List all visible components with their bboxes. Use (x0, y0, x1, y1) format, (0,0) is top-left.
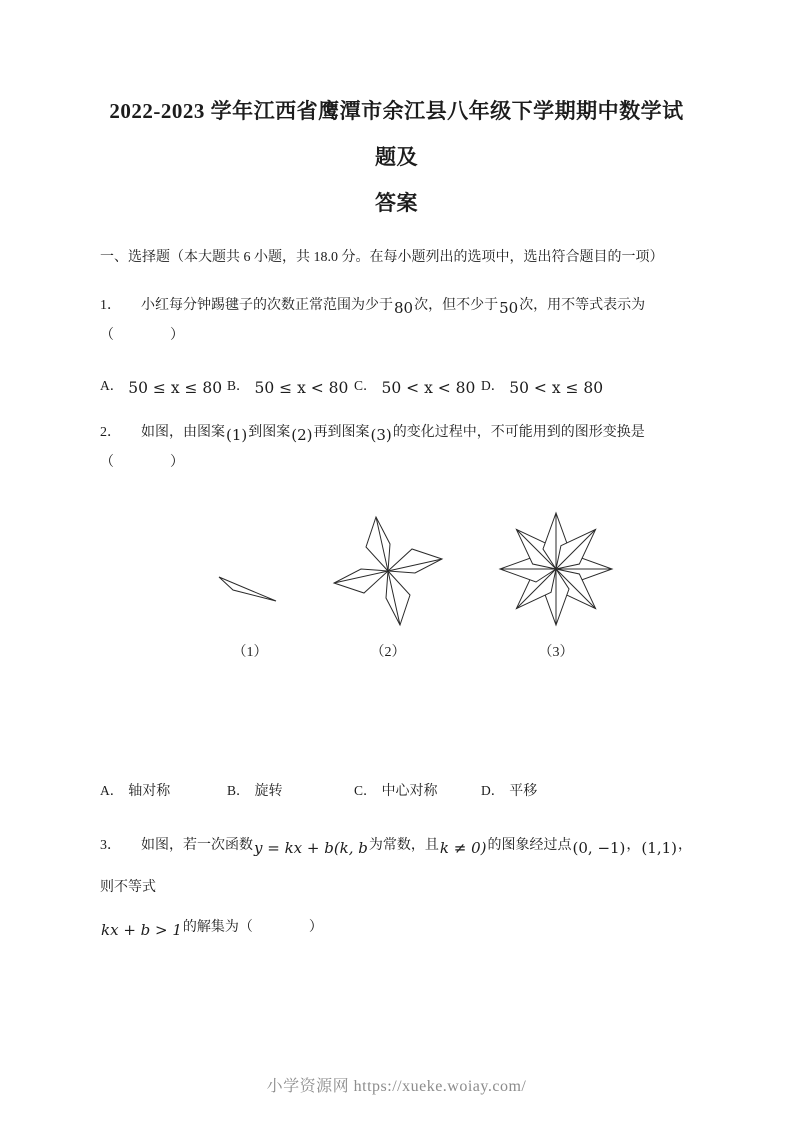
option-math: 50 ≤ x ≤ 80 (128, 379, 223, 397)
option-text: 中心对称 (381, 784, 438, 799)
figure-1 (218, 573, 282, 661)
section-heading: 一、选择题（本大题共 6 小题，共 18.0 分。在每小题列出的选项中，选出符合题目的一项） (100, 250, 664, 265)
question-1-math-80: 80 (394, 299, 414, 317)
question-3-text: 如图，若一次函数 (141, 838, 253, 853)
option-math: 50 < x < 80 (381, 379, 476, 397)
question-2-text: 再到图案 (313, 425, 370, 440)
question-2-number: 2． (100, 425, 121, 440)
question-3-math-point-2: (1,1) (641, 839, 677, 857)
question-3-line-1 (100, 826, 693, 908)
question-3-math-k-not-zero: k ≠ 0) (439, 839, 487, 857)
question-3-text: 的图象经过点 (487, 838, 572, 853)
title-line-1: 2022-2023 学年江西省鹰潭市余江县八年级下学期期中数学试题及 (109, 99, 684, 169)
question-2-option-d (481, 779, 608, 800)
option-math: 50 ≤ x < 80 (254, 379, 349, 397)
question-3-math-point-1: (0, −1) (572, 839, 626, 857)
question-1-math-50: 50 (499, 299, 519, 317)
question-2-figures (218, 507, 693, 661)
question-1-option-b (227, 374, 354, 397)
question-2-math-3: (3) (370, 426, 392, 444)
question-2-math-1: (1) (226, 426, 248, 444)
question-3-text: 的解集为（ ） (182, 920, 323, 935)
option-math: 50 < x ≤ 80 (509, 379, 604, 397)
question-3-number: 3． (100, 838, 121, 853)
question-2-option-c (354, 779, 481, 800)
option-text: 旋转 (254, 784, 283, 799)
option-label: C． (354, 378, 377, 393)
question-2-text: 到图案 (248, 425, 291, 440)
question-1-option-d (481, 374, 608, 397)
triangle-figure (218, 573, 282, 607)
title-line-2: 答案 (375, 191, 418, 215)
question-2-options (100, 779, 693, 800)
question-3-text: 为常数，且 (368, 838, 439, 853)
option-text: 轴对称 (128, 784, 171, 799)
option-label: B． (227, 378, 250, 393)
option-label: D． (481, 378, 505, 393)
question-3-text: ，则不等式 (100, 838, 692, 895)
figure-3 (494, 507, 618, 661)
question-2-text: 的变化过程中，不可能用到的图形变换是（ ） (100, 425, 645, 470)
question-1-option-a (100, 374, 227, 397)
question-1-text: 次，但不少于 (414, 298, 499, 313)
question-3-math-inequality: kx + b > 1 (101, 921, 182, 939)
question-2-option-a (100, 779, 227, 800)
option-text: 平移 (509, 784, 538, 799)
question-1-options (100, 374, 693, 397)
star-figure (494, 507, 618, 631)
question-2-option-b (227, 779, 354, 800)
page-footer-watermark: 小学资源网 https://xueke.woiay.com/ (266, 1078, 527, 1095)
option-label: D． (481, 783, 505, 798)
option-label: A． (100, 783, 124, 798)
question-1 (100, 292, 693, 350)
document-title (100, 88, 693, 226)
question-3 (100, 826, 693, 950)
question-1-text: 次，用不等式表示为（ ） (100, 298, 646, 343)
question-3-math-function: y = kx + b(k, b (254, 839, 368, 857)
question-2-text: 如图，由图案 (141, 425, 225, 440)
figure-2 (328, 509, 448, 661)
question-2 (100, 419, 693, 477)
option-label: A． (100, 378, 124, 393)
question-1-option-c (354, 374, 481, 397)
figure-1-caption: （1） (232, 645, 268, 660)
option-label: C． (354, 783, 377, 798)
pinwheel-figure (328, 509, 448, 631)
question-3-line-2 (100, 908, 693, 950)
question-1-number: 1． (100, 298, 121, 313)
question-3-text: ， (626, 838, 641, 853)
option-label: B． (227, 783, 250, 798)
question-2-math-2: (2) (291, 426, 313, 444)
question-1-text: 小红每分钟踢毽子的次数正常范围为少于 (141, 298, 393, 313)
figure-3-caption: （3） (538, 645, 574, 660)
figure-2-caption: （2） (370, 645, 406, 660)
